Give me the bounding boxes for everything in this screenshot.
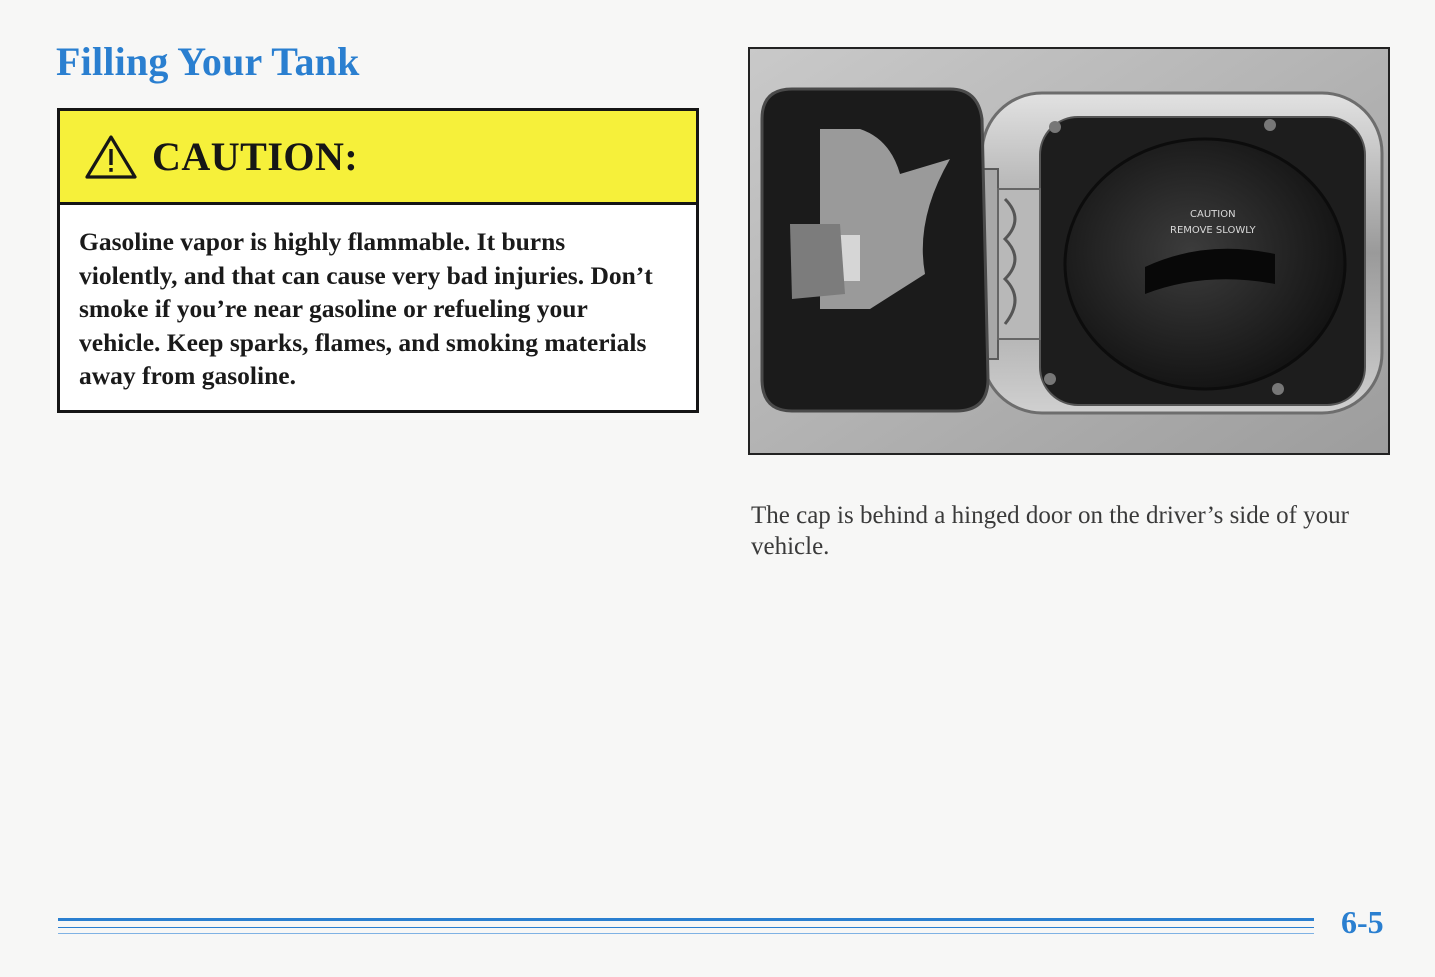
caution-body: Gasoline vapor is highly flammable. It burns violently, and that can cause very bad injuries. Don’t smoke if you’re near gasoline or refueling your vehicle. Keep sparks, flames, and smoking materials away from gasoline. xyxy=(79,227,653,390)
caution-heading: CAUTION: xyxy=(152,134,359,179)
cap-label-line1: CAUTION xyxy=(1190,209,1236,220)
photo-caption: The cap is behind a hinged door on the driver’s side of your vehicle. xyxy=(751,502,1349,560)
caution-box xyxy=(57,108,699,413)
cap-label-line2: REMOVE SLOWLY xyxy=(1170,225,1256,236)
fuel-door-illustration xyxy=(750,49,1388,453)
page-number: 6-5 xyxy=(1341,904,1384,940)
warning-triangle-icon xyxy=(84,134,138,180)
footer-rule xyxy=(58,910,1314,938)
caution-header xyxy=(60,111,696,205)
fuel-door-photo xyxy=(748,47,1390,455)
page-title: Filling Your Tank xyxy=(56,39,360,84)
